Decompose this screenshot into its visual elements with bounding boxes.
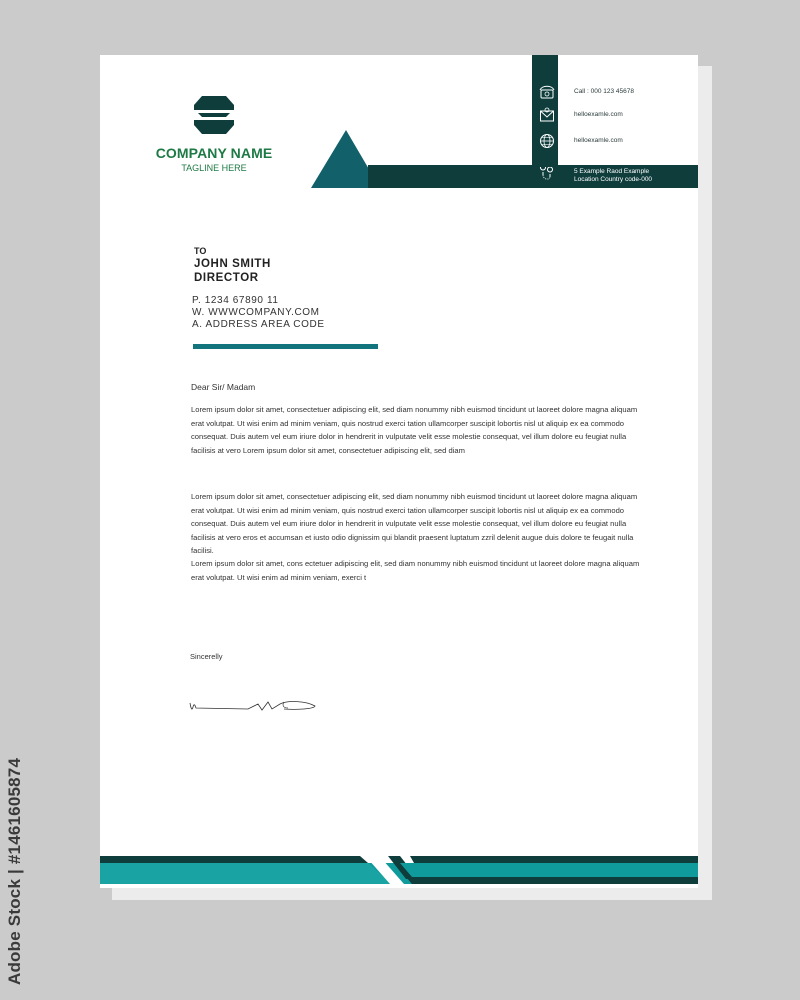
- header-address: [574, 168, 652, 183]
- body-paragraph: Lorem ipsum dolor sit amet, consectetuer adipiscing elit, sed diam nonummy nibh euismod tincidunt ut laoreet dolore magna aliquam erat volutpat. Ut wisi enim ad minim veniam, quis nostrud exerci tation ullamcorper suscipit lobortis nisl ut aliquip ex ea commodo consequat. Duis autem vel eum iriure dolor in hendrerit in vulputate velit esse molestie consequat, vel illum dolore eu feugiat nulla facilisis at vero eros et accumsan et iusto odio dignissim qui blandit praesent luptatum zzril delenit augue duis dolore te feugait nulla facilisi.: [191, 492, 638, 555]
- recipient-web: W. WWWCOMPANY.COM: [192, 307, 320, 318]
- body-paragraph: Lorem ipsum dolor sit amet, consectetuer adipiscing elit, sed diam nonummy nibh euismod tincidunt ut laoreet dolore magna aliquam erat volutpat. Ut wisi enim ad minim veniam, quis nostrud exerci tation ullamcorper suscipit lobortis nisl ut aliquip ex ea commodo consequat. Duis autem vel eum iriure dolor in hendrerit in vulputate velit esse molestie consequat, vel illum dolore eu feugiat nulla facilisis at vero Lorem ipsum dolor sit amet, consectetuer adipiscing elit, sed diam: [191, 405, 638, 455]
- closing: Sincerelly: [190, 652, 223, 661]
- header-address-line2: Location Country code-000: [574, 175, 653, 183]
- header-call: Call : 000 123 45678: [574, 88, 634, 95]
- signature: [188, 695, 320, 717]
- globe-icon: [539, 133, 555, 149]
- header-address-line1: 5 Example Raod Example: [574, 168, 650, 175]
- header-email: helloexamle.com: [574, 111, 623, 118]
- salutation: Dear Sir/ Madam: [191, 382, 256, 392]
- company-tagline: TAGLINE HERE: [181, 163, 247, 173]
- recipient-name: JOHN SMITH: [194, 258, 271, 270]
- letterhead-page: [100, 55, 698, 888]
- to-label: TO: [194, 246, 207, 256]
- body-paragraph: Lorem ipsum dolor sit amet, cons ectetuer adipiscing elit, sed diam nonummy nibh euismod tincidunt ut laoreet dolore magna aliquam erat volutpat. Ut wisi enim ad minim veniam, exerci t: [191, 559, 640, 582]
- recipient-address: A. ADDRESS AREA CODE: [192, 319, 325, 330]
- recipient-phone: P. 1234 67890 11: [192, 295, 279, 306]
- recipient-title: DIRECTOR: [194, 272, 259, 284]
- company-name: COMPANY NAME: [155, 145, 273, 161]
- location-icon: [539, 167, 555, 183]
- company-logo: [194, 96, 234, 134]
- footer-band: [100, 851, 698, 888]
- header-web: helloexamle.com: [574, 137, 623, 144]
- stock-watermark: Adobe Stock | #146160587​4: [5, 757, 24, 985]
- phone-icon: [539, 84, 555, 100]
- accent-rule: [193, 344, 378, 349]
- mail-icon: [539, 107, 555, 123]
